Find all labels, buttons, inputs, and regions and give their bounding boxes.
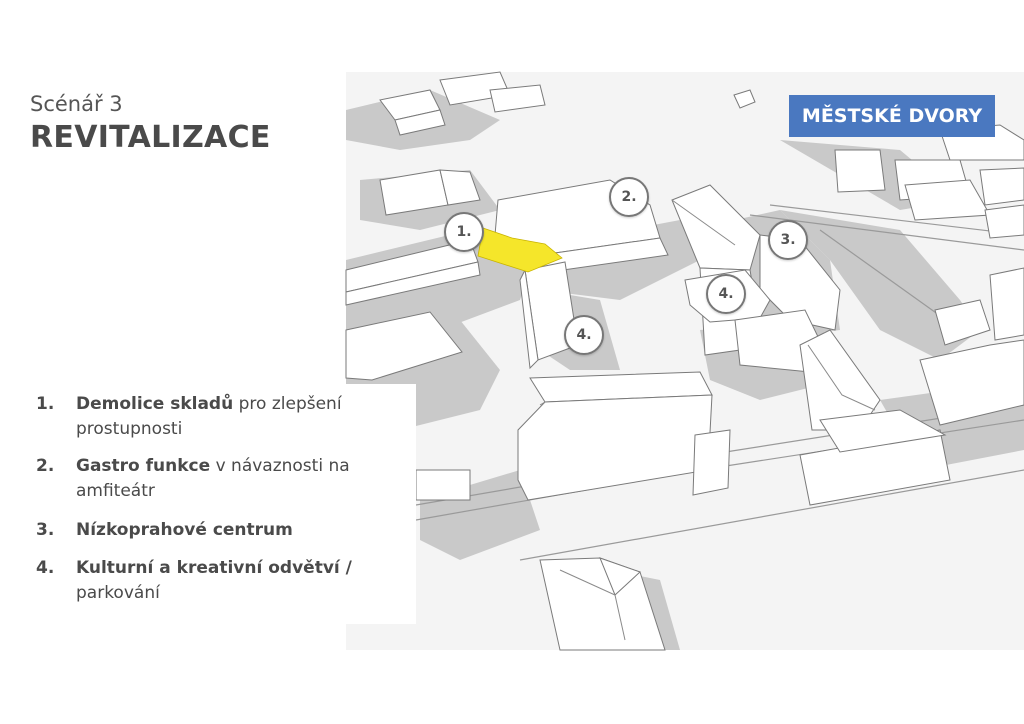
legend [20,384,416,624]
marker-2: 2. [609,177,649,217]
legend-number: 4. [36,558,55,578]
legend-bold-text: Gastro funkce [76,456,211,476]
legend-bold-text: Demolice skladů [76,394,234,414]
legend-bold-text: Nízkoprahové centrum [76,520,293,540]
page-title: REVITALIZACE [30,120,271,155]
marker-3: 3. [768,220,808,260]
legend-item-2 [36,454,356,504]
legend-bold-text: Kulturní a kreativní odvětví / [76,558,352,578]
legend-number: 3. [36,520,55,540]
legend-item-3 [36,518,356,543]
marker-1: 1. [444,212,484,252]
legend-item-4 [36,556,356,606]
marker-4-left: 4. [564,315,604,355]
legend-text: parkování [76,583,160,603]
project-badge: MĚSTSKÉ DVORY [789,95,995,137]
legend-text: pro zlepšení prostupnosti [76,394,342,439]
marker-4-right: 4. [706,274,746,314]
legend-item-1 [36,392,356,442]
legend-number: 1. [36,394,55,414]
legend-number: 2. [36,456,55,476]
scenario-subtitle: Scénář 3 [30,92,123,116]
legend-text: v návaznosti na amfiteátr [76,456,350,501]
